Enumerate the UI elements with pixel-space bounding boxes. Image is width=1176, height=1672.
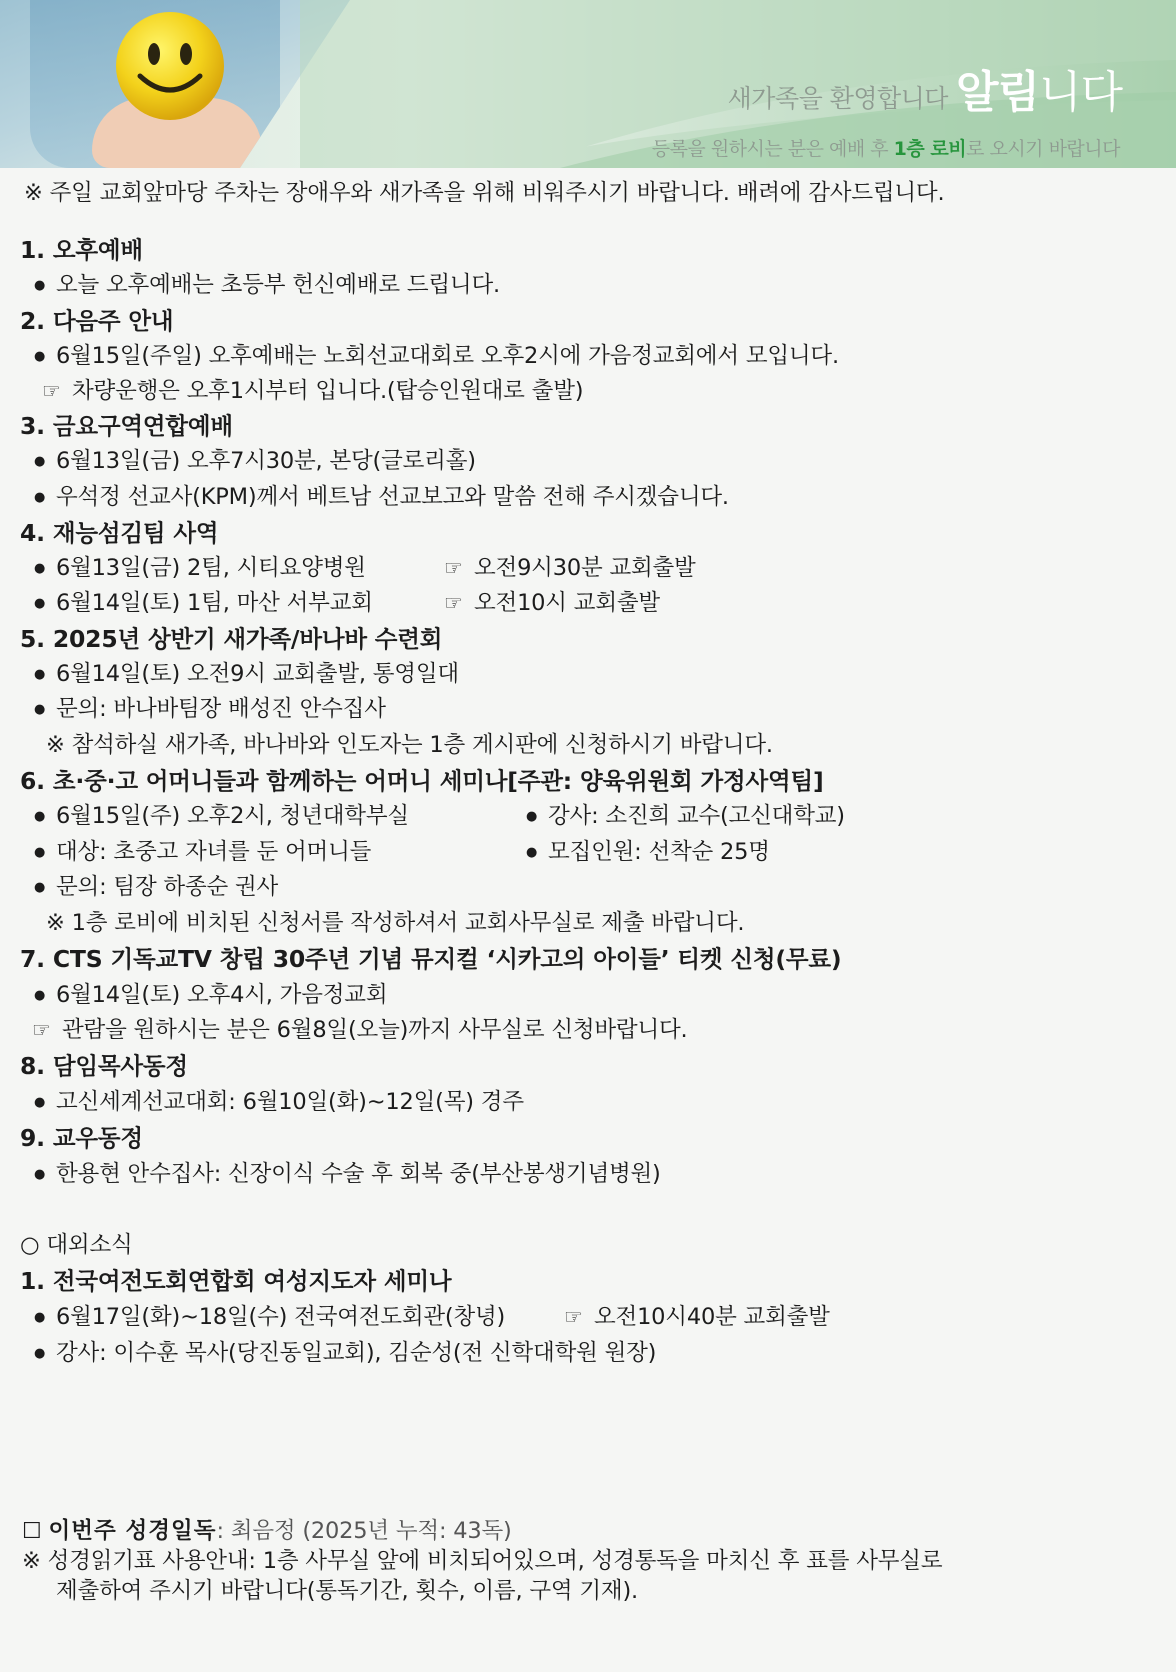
list-item: ● 우석정 선교사(KPM)께서 베트남 선교보고와 말씀 전해 주시겠습니다. (56, 482, 729, 512)
banner-subtitle (652, 134, 1120, 161)
list-item-text: 오전10시40분 교회출발 (594, 1304, 830, 1330)
list-item: ● 6월17일(화)~18일(수) 전국여전도회관(창녕) (56, 1302, 505, 1332)
list-item-text: 차량운행은 오후1시부터 입니다.(탑승인원대로 출발) (72, 378, 584, 404)
pointing-hand-icon: ☞ (42, 379, 61, 403)
bible-reading-value: : 최음정 (2025년 누적: 43독) (216, 1518, 512, 1544)
list-item: ● 강사: 이수훈 목사(당진동일교회), 김순성(전 신학대학원 원장) (56, 1338, 656, 1368)
smiley-face-icon (110, 4, 230, 124)
bible-reading (22, 1516, 512, 1547)
list-item: ※ 참석하실 새가족, 바나바와 인도자는 1층 게시판에 신청하시기 바랍니다. (46, 732, 773, 758)
list-item: ● 모집인원: 선착순 25명 (548, 837, 770, 867)
list-item: ● 6월14일(토) 1팀, 마산 서부교회 (56, 588, 373, 618)
banner-sub-highlight: 1층 로비 (893, 138, 967, 160)
section-title: 3. 금요구역연합예배 (20, 412, 233, 440)
list-item: ● 6월13일(금) 2팀, 시티요양병원 (56, 553, 366, 583)
list-item-text: 오전10시 교회출발 (474, 590, 660, 616)
section-title: 4. 재능섬김팀 사역 (20, 519, 219, 547)
list-item: ※ 1층 로비에 비치된 신청서를 작성하셔서 교회사무실로 제출 바랍니다. (46, 910, 745, 936)
section-title: 5. 2025년 상반기 새가족/바나바 수련회 (20, 625, 443, 653)
section-title: 1. 오후예배 (20, 236, 143, 264)
pointing-hand-icon: ☞ (564, 1305, 583, 1329)
list-item: ● 6월15일(주) 오후2시, 청년대학부실 (56, 801, 409, 831)
list-item: ● 오늘 오후예배는 초등부 헌신예배로 드립니다. (56, 270, 500, 300)
header-banner (0, 0, 1176, 168)
list-item: ● 고신세계선교대회: 6월10일(화)~12일(목) 경주 (56, 1087, 524, 1117)
banner-title-small: 새가족을 환영합니다 (727, 84, 948, 113)
list-item: ● 문의: 바나바팀장 배성진 안수집사 (56, 694, 386, 724)
banner-title (728, 56, 1122, 120)
list-item (564, 1302, 830, 1332)
list-item: ● 한용현 안수집사: 신장이식 수술 후 회복 중(부산봉생기념병원) (56, 1159, 661, 1189)
section-title: 9. 교우동정 (20, 1124, 143, 1152)
top-notice: ※ 주일 교회앞마당 주차는 장애우와 새가족을 위해 비워주시기 바랍니다. 배려에 감사드립니다. (24, 180, 945, 206)
bible-note-line-2: 제출하여 주시기 바랍니다(통독기간, 횟수, 이름, 구역 기재). (56, 1578, 638, 1604)
list-item: ● 문의: 팀장 하종순 권사 (56, 872, 278, 902)
list-item (444, 588, 660, 618)
bible-reading-label: 이번주 성경일독 (48, 1518, 217, 1544)
checkbox-icon: ☐ (22, 1519, 42, 1544)
banner-sub-post: 로 오시기 바랍니다 (966, 138, 1120, 160)
section-title: 7. CTS 기독교TV 창립 30주년 기념 뮤지컬 ‘시카고의 아이들’ 티켓 신청(무료) (20, 945, 842, 973)
section-title: 2. 다음주 안내 (20, 307, 174, 335)
list-item: ● 강사: 소진희 교수(고신대학교) (548, 801, 845, 831)
banner-photo (0, 0, 350, 168)
section-title: 8. 담임목사동정 (20, 1052, 188, 1080)
pointing-hand-icon: ☞ (444, 591, 463, 615)
list-item-text: 오전9시30분 교회출발 (474, 555, 696, 581)
section-title: 6. 초·중·고 어머니들과 함께하는 어머니 세미나[주관: 양육위원회 가정사역팀] (20, 767, 824, 795)
list-item: ● 6월15일(주일) 오후예배는 노회선교대회로 오후2시에 가음정교회에서 모입니다. (56, 341, 839, 371)
list-item (32, 1015, 687, 1045)
list-item: ● 6월14일(토) 오전9시 교회출발, 통영일대 (56, 659, 459, 689)
external-news-heading: ○ 대외소식 (20, 1232, 133, 1258)
list-item: ● 대상: 초중고 자녀를 둔 어머니들 (56, 837, 371, 867)
list-item-text: 관람을 원하시는 분은 6월8일(오늘)까지 사무실로 신청바랍니다. (62, 1017, 688, 1043)
list-item (444, 553, 696, 583)
bible-note-line-1: ※ 성경읽기표 사용안내: 1층 사무실 앞에 비치되어있으며, 성경통독을 마치신 후 표를 사무실로 (22, 1548, 943, 1574)
list-item (42, 376, 583, 406)
pointing-hand-icon: ☞ (32, 1018, 51, 1042)
banner-sub-pre: 등록을 원하시는 분은 예배 후 (651, 138, 894, 160)
list-item: ● 6월13일(금) 오후7시30분, 본당(글로리홀) (56, 446, 476, 476)
pointing-hand-icon: ☞ (444, 556, 463, 580)
section-title: 1. 전국여전도회연합회 여성지도자 세미나 (20, 1267, 452, 1295)
banner-title-rest: 니다 (1038, 67, 1122, 118)
banner-title-bold: 알림 (955, 67, 1039, 118)
list-item: ● 6월14일(토) 오후4시, 가음정교회 (56, 980, 387, 1010)
